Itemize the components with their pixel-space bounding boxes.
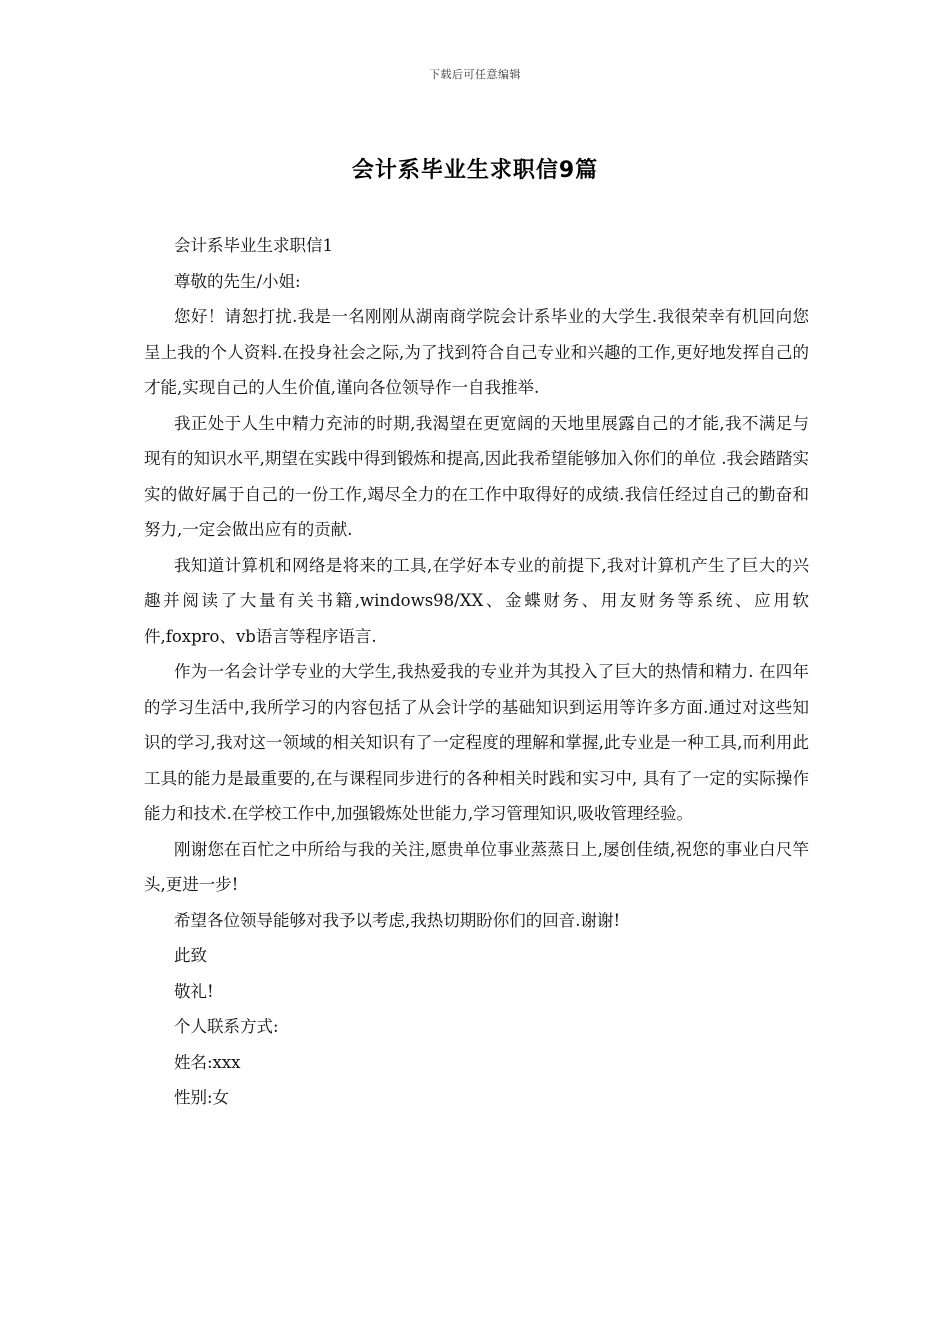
contact-name: 姓名:xxx xyxy=(174,1052,241,1072)
paragraph-computer-skills: 我知道计算机和网络是将来的工具,在学好本专业的前提下,我对计算机产生了巨大的兴趣并阅读了大量有关书籍,windows98/XX、金蝶财务、用友财务等系统、应用软件,foxpro、vb语言等程序语言. xyxy=(144,555,809,646)
document-body xyxy=(144,228,809,1116)
paragraph-thanks: 刚谢您在百忙之中所给与我的关注,愿贵单位事业蒸蒸日上,屡创佳绩,祝您的事业白尺竿头,更进一步! xyxy=(144,839,809,894)
salutation: 尊敬的先生/小姐: xyxy=(174,271,301,291)
closing-line-2: 敬礼! xyxy=(174,981,214,1001)
closing-line-1: 此致 xyxy=(174,946,207,965)
header-note: 下载后可任意编辑 xyxy=(429,68,521,81)
contact-gender: 性别:女 xyxy=(174,1088,230,1107)
contact-heading: 个人联系方式: xyxy=(174,1017,279,1036)
paragraph-intro: 您好！请恕打扰.我是一名刚刚从湖南商学院会计系毕业的大学生.我很荣幸有机回向您呈上我的个人资料.在投身社会之际,为了找到符合自己专业和兴趣的工作,更好地发挥自己的才能,实现自己的人生价值,谨向各位领导作一自我推举. xyxy=(144,307,809,397)
paragraph-study: 作为一名会计学专业的大学生,我热爱我的专业并为其投入了巨大的热情和精力. 在四年的学习生活中,我所学习的内容包括了从会计学的基础知识到运用等许多方面.通过对这些知识的学习,我对这一领域的相关知识有了一定程度的理解和掌握,此专业是一种工具,而利用此工具的能力是最重要的,在与课程同步进行的各种相关时践和实习中, 具有了一定的实际操作能力和技术.在学校工作中,加强锻炼处世能力,学习管理知识,吸收管理经验。 xyxy=(144,662,809,823)
letter-heading: 会计系毕业生求职信1 xyxy=(174,236,333,255)
paragraph-aspiration: 我正处于人生中精力充沛的时期,我渴望在更宽阔的天地里展露自己的才能,我不满足与现有的知识水平,期望在实践中得到锻炼和提高,因此我希望能够加入你们的单位 .我会踏踏实实的做好属于自己的一份工作,竭尽全力的在工作中取得好的成绩.我信任经过自己的勤奋和努力,一定会做出应有的贡献. xyxy=(144,413,809,539)
paragraph-hope: 希望各位领导能够对我予以考虑,我热切期盼你们的回音.谢谢! xyxy=(174,910,621,930)
document-title: 会计系毕业生求职信9篇 xyxy=(351,158,599,183)
